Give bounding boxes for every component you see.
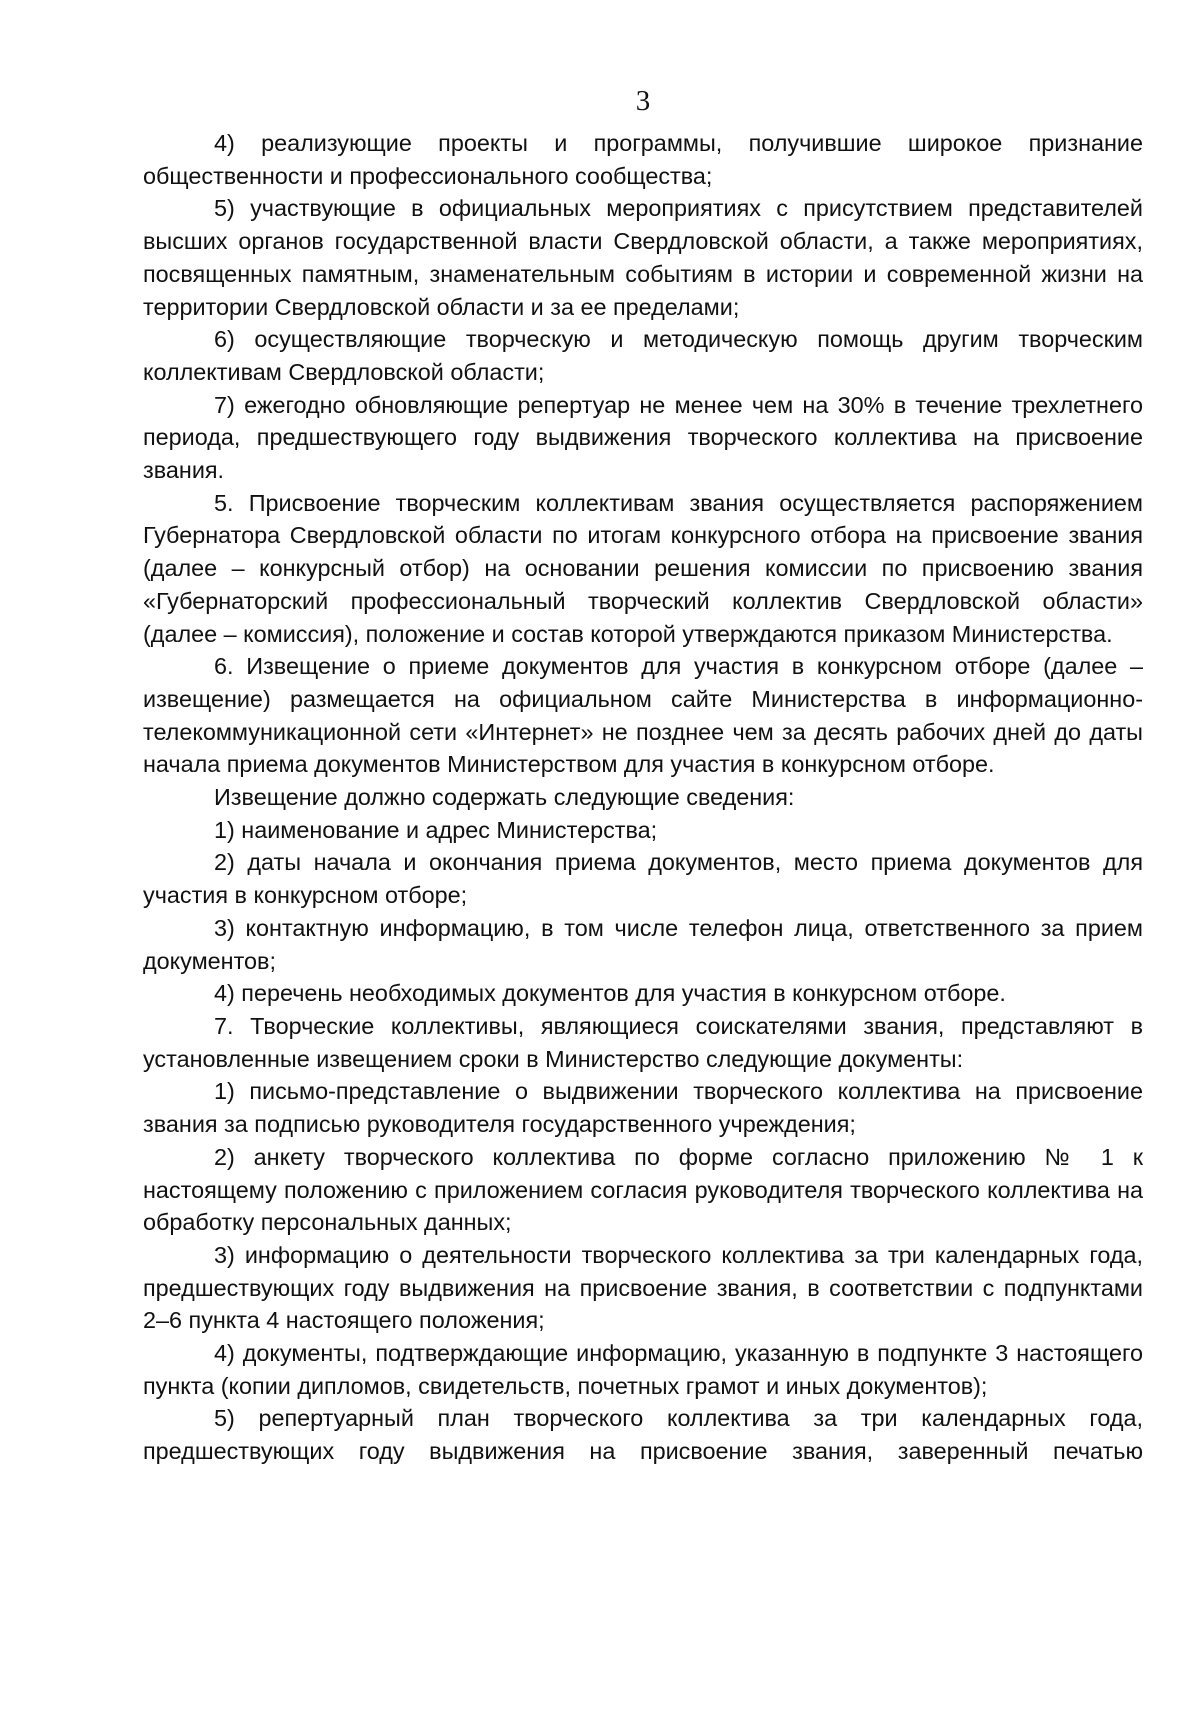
- paragraph-clause-5-awarding: 5. Присвоение творческим коллективам звания осуществляется распоряжением Губернатора Свердловской области по итогам конкурсного отбора на присвоение звания (далее – конкурсный отбор) на основании решения комиссии по присвоению звания «Губернаторский профессиональный творческий коллектив Свердловской области» (далее – комиссия), положение и состав которой утверждаются приказом Министерства.: [143, 489, 1143, 647]
- paragraph-notice-contents-intro: Извещение должно содержать следующие сведения:: [214, 784, 795, 811]
- paragraph-document-item-5: 5) репертуарный план творческого коллектива за три календарных года, предшествующих году выдвижения на присвоение звания, заверенный печатью: [143, 1405, 1143, 1465]
- paragraph-item-7-repertoire-update: 7) ежегодно обновляющие репертуар не менее чем на 30% в течение трехлетнего периода, предшествующего году выдвижения творческого коллектива на присвоение звания.: [143, 391, 1143, 484]
- paragraph-notice-item-2: 2) даты начала и окончания приема документов, место приема документов для участия в конкурсном отборе;: [143, 849, 1143, 909]
- paragraph-item-6-methodical-help: 6) осуществляющие творческую и методическую помощь другим творческим коллективам Свердловской области;: [143, 326, 1143, 385]
- paragraph-document-item-4: 4) документы, подтверждающие информацию, указанную в подпункте 3 настоящего пункта (копии дипломов, свидетельств, почетных грамот и иных документов);: [143, 1340, 1143, 1399]
- paragraph-item-4-projects: 4) реализующие проекты и программы, получившие широкое признание общественности и профессионального сообщества;: [143, 130, 1143, 189]
- paragraph-document-item-2: 2) анкету творческого коллектива по форме согласно приложению № 1 к настоящему положению с приложением согласия руководителя творческого коллектива на обработку персональных данных;: [143, 1143, 1143, 1236]
- page-number: 3: [635, 85, 651, 117]
- paragraph-document-item-1: 1) письмо-представление о выдвижении творческого коллектива на присвоение звания за подписью руководителя государственного учреждения;: [143, 1078, 1143, 1138]
- document-body: [143, 127, 1143, 1468]
- paragraph-clause-7-documents: 7. Творческие коллективы, являющиеся соискателями звания, представляют в установленные извещением сроки в Министерство следующие документы:: [143, 1012, 1143, 1072]
- paragraph-notice-item-1: 1) наименование и адрес Министерства;: [214, 816, 658, 843]
- paragraph-document-item-3: 3) информацию о деятельности творческого коллектива за три календарных года, предшествующих году выдвижения на присвоение звания, в соответствии с подпунктами 2–6 пункта 4 настоящего положения;: [143, 1241, 1143, 1334]
- paragraph-notice-item-4: 4) перечень необходимых документов для участия в конкурсном отборе.: [214, 980, 1006, 1007]
- paragraph-notice-item-3: 3) контактную информацию, в том числе телефон лица, ответственного за прием документов;: [143, 914, 1143, 974]
- paragraph-item-5-official-events: 5) участвующие в официальных мероприятиях с присутствием представителей высших органов государственной власти Свердловской области, а также мероприятиях, посвященных памятным, знаменательным событиям в истории и современной жизни на территории Свердловской области и за ее пределами;: [143, 195, 1143, 320]
- paragraph-clause-6-notice: 6. Извещение о приеме документов для участия в конкурсном отборе (далее – извещение) размещается на официальном сайте Министерства в информационно-телекоммуникационной сети «Интернет» не позднее чем за десять рабочих дней до даты начала приема документов Министерством для участия в конкурсном отборе.: [143, 653, 1143, 778]
